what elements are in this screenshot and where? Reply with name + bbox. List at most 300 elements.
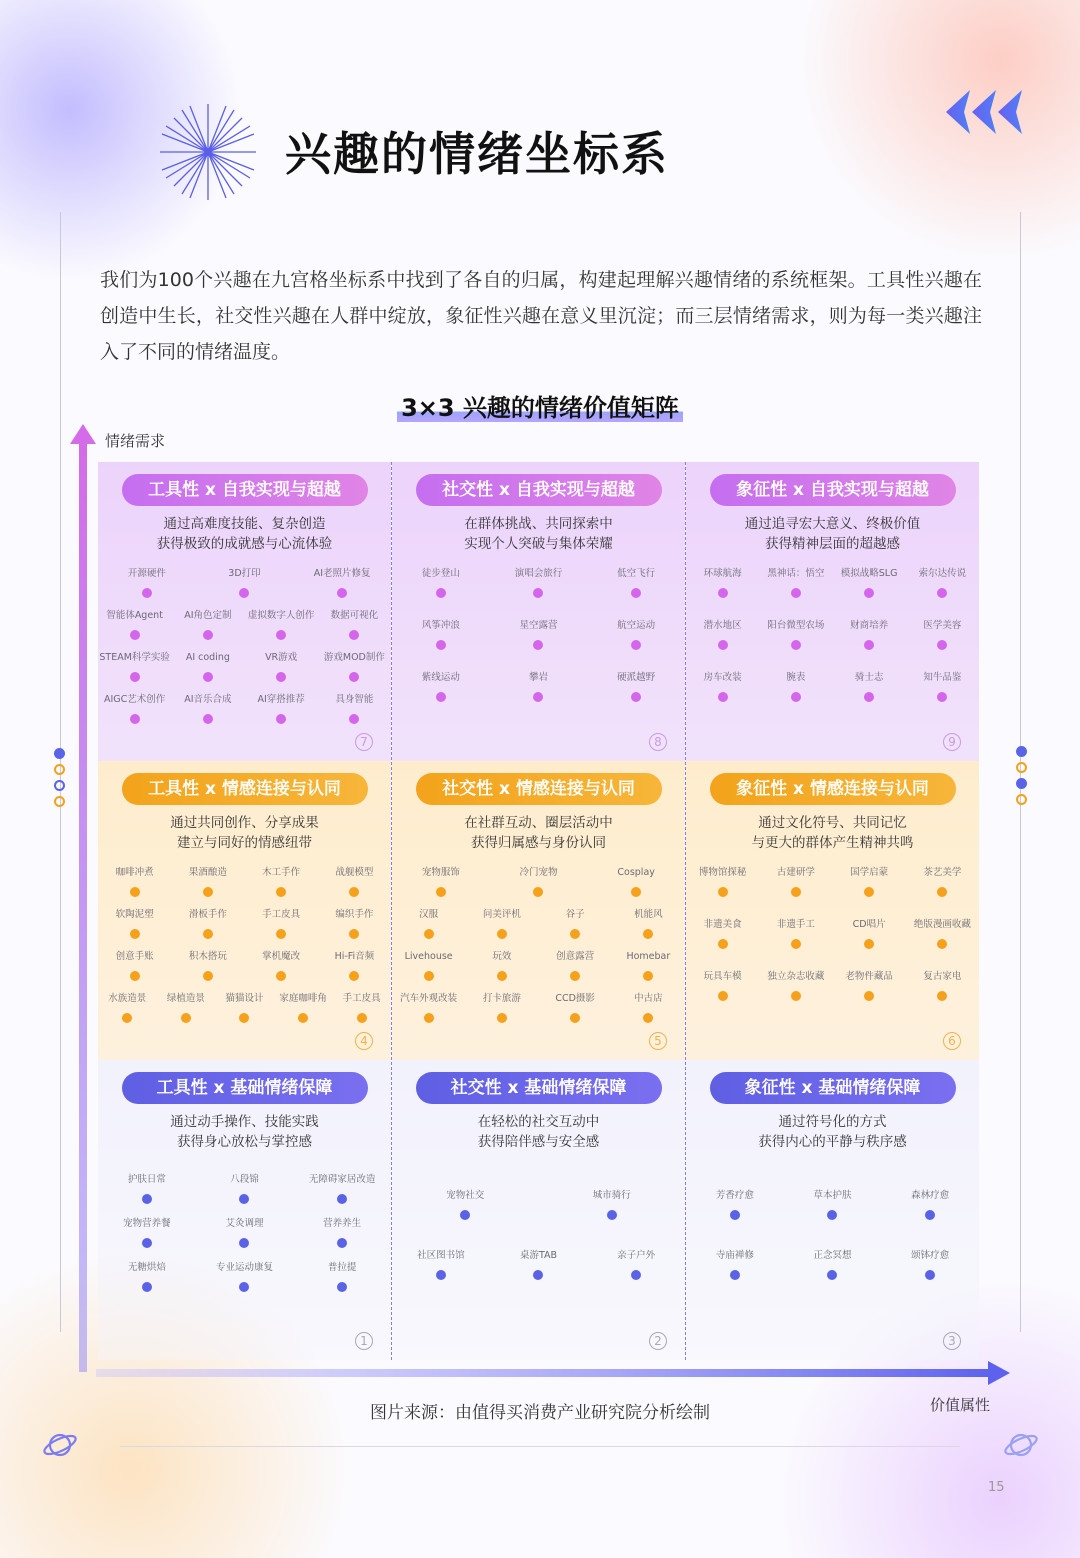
interest-label: 星空露营 (519, 620, 558, 631)
interest-dot (424, 971, 434, 981)
interest-label: 绿植造景 (166, 993, 205, 1004)
interest-row (392, 907, 685, 945)
interest-label: 艾灸调理 (225, 1218, 264, 1229)
cell-description-line: 获得极致的成就感与心流体验 (156, 536, 333, 552)
interest-item (171, 865, 244, 903)
interest-item (208, 1172, 281, 1210)
interest-row (686, 1188, 979, 1226)
interest-label: 营养养生 (323, 1218, 362, 1229)
interest-dot (424, 929, 434, 939)
interest-dot (130, 971, 140, 981)
interest-dot (130, 630, 140, 640)
interest-item (833, 566, 906, 604)
interest-item (600, 865, 673, 903)
interest-label: 城市骑行 (592, 1190, 631, 1201)
interest-dot (533, 887, 543, 897)
interest-row (98, 692, 391, 730)
interest-label: 打卡旅游 (482, 993, 521, 1004)
interest-row (686, 865, 979, 903)
interest-item (404, 618, 477, 656)
interest-item (171, 650, 244, 688)
interest-item (686, 865, 759, 903)
right-dots-decoration (1016, 746, 1028, 810)
interest-item (318, 608, 391, 646)
interest-list (392, 865, 685, 1033)
image-source-caption: 图片来源：由值得买消费产业研究院分析绘制 (370, 1403, 710, 1423)
interest-label: 索尔达传说 (918, 568, 967, 579)
cell-title-pill: 社交性 x 基础情绪保障 (416, 1072, 662, 1104)
interest-label: 骑士志 (854, 672, 884, 683)
x-axis-label: 价值属性 (930, 1396, 991, 1414)
interest-dot (631, 1270, 641, 1280)
cell-description (98, 813, 391, 853)
interest-dot (276, 929, 286, 939)
interest-label: 普拉提 (327, 1262, 357, 1273)
cell-description-line: 与更大的群体产生精神共鸣 (751, 835, 914, 851)
interest-dot (937, 640, 947, 650)
cell-description-line: 获得精神层面的超越感 (765, 536, 900, 552)
cell-social-basic-security (392, 1060, 685, 1360)
cell-description (392, 813, 685, 853)
interest-item (796, 1188, 869, 1226)
interest-label: 国学启蒙 (850, 867, 889, 878)
interest-dot (718, 887, 728, 897)
interest-label: 猫猫设计 (225, 993, 264, 1004)
interest-item (171, 608, 244, 646)
cell-title-pill: 社交性 x 情感连接与认同 (416, 773, 662, 805)
interest-item (759, 969, 832, 1007)
interest-label: 腕表 (786, 672, 806, 683)
interest-dot (791, 588, 801, 598)
interest-row (98, 907, 391, 945)
interest-dot (130, 887, 140, 897)
interest-item (208, 566, 281, 604)
interest-item (686, 566, 759, 604)
interest-item (575, 1188, 648, 1226)
interest-item (686, 917, 759, 955)
interest-label: 软陶泥塑 (115, 909, 154, 920)
interest-item (98, 907, 171, 945)
cell-number-badge: 8 (649, 733, 667, 751)
interest-label: 草本护肤 (813, 1190, 852, 1201)
interest-item (208, 1260, 281, 1298)
interest-label: 掌机魔改 (262, 951, 301, 962)
interest-label: 低空飞行 (617, 568, 656, 579)
interest-label: 黑神话：悟空 (767, 568, 825, 579)
interest-label: 模拟战略SLG (840, 568, 898, 579)
interest-item (600, 618, 673, 656)
interest-label: 冷门宠物 (519, 867, 558, 878)
cell-title-pill: 象征性 x 基础情绪保障 (710, 1072, 956, 1104)
interest-dot (276, 672, 286, 682)
interest-dot (349, 672, 359, 682)
interest-dot (142, 1238, 152, 1248)
interest-label: 机能风 (634, 909, 663, 920)
interest-label: 玩效 (492, 951, 512, 962)
interest-dot (203, 887, 213, 897)
interest-dot (791, 640, 801, 650)
interest-dot (349, 887, 359, 897)
cell-description-line: 实现个人突破与集体荣耀 (464, 536, 613, 552)
interest-dot (718, 991, 728, 1001)
column-divider (685, 462, 686, 1360)
interest-item (98, 949, 171, 987)
interest-label: 3D打印 (228, 568, 261, 579)
interest-item (600, 1248, 673, 1286)
interest-item (833, 969, 906, 1007)
interest-item (98, 608, 171, 646)
interest-item (110, 1216, 183, 1254)
interest-item (465, 991, 538, 1029)
interest-item (612, 907, 685, 945)
interest-item (98, 692, 171, 730)
interest-row (98, 566, 391, 604)
interest-item (110, 1172, 183, 1210)
cell-title-pill: 工具性 x 自我实现与超越 (122, 474, 368, 506)
interest-item (306, 1172, 379, 1210)
interest-item (274, 991, 333, 1029)
interest-item (539, 949, 612, 987)
interest-item (306, 1216, 379, 1254)
interest-dot (925, 1210, 935, 1220)
interest-label: 果酒酿造 (188, 867, 227, 878)
interest-label: Livehouse (404, 951, 453, 962)
planet-icon-right (1003, 1430, 1039, 1460)
interest-label: 医学美容 (923, 620, 962, 631)
interest-label: 具身智能 (335, 694, 374, 705)
interest-label: 宠物服饰 (421, 867, 460, 878)
interest-dot (203, 714, 213, 724)
interest-dot (436, 692, 446, 702)
interest-dot (643, 929, 653, 939)
interest-label: STEAM科学实验 (99, 652, 170, 663)
interest-label: 汉服 (419, 909, 439, 920)
interest-dot (631, 887, 641, 897)
interest-item (171, 692, 244, 730)
interest-dot (497, 929, 507, 939)
interest-label: 积木搭玩 (188, 951, 227, 962)
cell-description-line: 通过动手操作、技能实践 (170, 1114, 319, 1130)
interest-item (110, 566, 183, 604)
interest-dot (937, 588, 947, 598)
cell-description-line: 获得陪伴感与安全感 (477, 1134, 600, 1150)
cell-number-badge: 2 (649, 1332, 667, 1350)
interest-label: 亲子户外 (617, 1250, 656, 1261)
cell-description-line: 通过文化符号、共同记忆 (758, 815, 907, 831)
interest-dot (130, 672, 140, 682)
interest-item (404, 865, 477, 903)
interest-label: Homebar (626, 951, 671, 962)
interest-dot (276, 630, 286, 640)
interest-item (318, 949, 391, 987)
interest-item (215, 991, 274, 1029)
interest-dot (864, 939, 874, 949)
interest-item (306, 566, 379, 604)
interest-dot (533, 1270, 543, 1280)
interest-dot (791, 887, 801, 897)
interest-label: 玩具车模 (703, 971, 742, 982)
interest-dot (130, 714, 140, 724)
interest-label: 知牛品鉴 (923, 672, 962, 683)
cell-description-line: 通过共同创作、分享成果 (170, 815, 319, 831)
interest-row (98, 650, 391, 688)
interest-item (759, 670, 832, 708)
interest-item (245, 608, 318, 646)
interest-label: 手工皮具 (342, 993, 381, 1004)
interest-dot (337, 588, 347, 598)
interest-label: 咖啡冲煮 (115, 867, 154, 878)
interest-item (906, 865, 979, 903)
interest-label: 攀岩 (528, 672, 548, 683)
interest-label: 无障碍家居改造 (308, 1174, 376, 1185)
interest-item (404, 670, 477, 708)
interest-dot (925, 1270, 935, 1280)
column-divider (391, 462, 392, 1360)
interest-item (465, 949, 538, 987)
interest-dot (436, 887, 446, 897)
interest-label: 开源硬件 (127, 568, 166, 579)
cell-description-line: 通过追寻宏大意义、终极价值 (744, 516, 921, 532)
interest-label: 森林疗愈 (911, 1190, 950, 1201)
cell-number-badge: 5 (649, 1032, 667, 1050)
interest-dot (298, 1013, 308, 1023)
interest-label: 数据可视化 (330, 610, 379, 621)
matrix-title-wrap (0, 388, 1080, 423)
cell-title-pill: 象征性 x 情感连接与认同 (710, 773, 956, 805)
interest-label: 专业运动康复 (215, 1262, 273, 1273)
interest-dot (349, 630, 359, 640)
interest-label: 宠物营养餐 (123, 1218, 171, 1229)
interest-dot (937, 887, 947, 897)
interest-item (686, 670, 759, 708)
interest-item (208, 1216, 281, 1254)
matrix-title: 3×3 兴趣的情绪价值矩阵 (397, 394, 683, 422)
interest-item (833, 618, 906, 656)
interest-item (110, 1260, 183, 1298)
interest-label: AI音乐合成 (184, 694, 232, 705)
interest-item (759, 618, 832, 656)
interest-dot (239, 588, 249, 598)
interest-label: AI穿搭推荐 (257, 694, 305, 705)
interest-item (392, 907, 465, 945)
interest-row (686, 670, 979, 708)
interest-label: 阳台微型农场 (767, 620, 825, 631)
interest-item (539, 991, 612, 1029)
interest-item (502, 566, 575, 604)
interest-item (906, 618, 979, 656)
cell-title-pill: 社交性 x 自我实现与超越 (416, 474, 662, 506)
cell-description (686, 1112, 979, 1152)
interest-label: AI角色定制 (184, 610, 232, 621)
interest-dot (497, 971, 507, 981)
interest-dot (791, 692, 801, 702)
interest-dot (570, 971, 580, 981)
interest-item (98, 650, 171, 688)
interest-dot (181, 1013, 191, 1023)
cell-description-line: 通过符号化的方式 (778, 1114, 887, 1130)
interest-dot (718, 692, 728, 702)
cell-symbolic-basic-security (686, 1060, 979, 1360)
interest-label: 桌游TAB (519, 1250, 558, 1261)
y-axis-arrow (68, 424, 98, 1374)
interest-label: 谷子 (565, 909, 585, 920)
interest-dot (631, 588, 641, 598)
interest-item (98, 865, 171, 903)
interest-dot (239, 1282, 249, 1292)
interest-label: 家庭咖啡角 (279, 993, 327, 1004)
interest-dot (730, 1210, 740, 1220)
interest-label: 演唱会旅行 (514, 568, 563, 579)
cell-social-self-actualization (392, 462, 685, 761)
interest-item (392, 949, 465, 987)
interest-label: 护肤日常 (127, 1174, 166, 1185)
interest-row (98, 865, 391, 903)
interest-item (318, 692, 391, 730)
interest-item (759, 865, 832, 903)
interest-dot (864, 692, 874, 702)
cell-description-line: 获得身心放松与掌控感 (177, 1134, 312, 1150)
matrix-grid (98, 462, 979, 1360)
interest-item (698, 1188, 771, 1226)
interest-label: 风筝冲浪 (421, 620, 460, 631)
interest-item (539, 907, 612, 945)
interest-row (392, 618, 685, 656)
interest-list (392, 1188, 685, 1308)
interest-label: VR游戏 (265, 652, 298, 663)
cell-description (686, 813, 979, 853)
interest-label: 木工手作 (262, 867, 301, 878)
interest-label: 无糖烘焙 (127, 1262, 166, 1273)
cell-description (98, 1112, 391, 1152)
interest-item (245, 650, 318, 688)
interest-label: 编织手作 (335, 909, 374, 920)
interest-label: 茶艺美学 (923, 867, 962, 878)
interest-label: 古建研学 (776, 867, 815, 878)
interest-label: 绝版漫画收藏 (913, 919, 971, 930)
interest-dot (570, 929, 580, 939)
interest-item (404, 566, 477, 604)
interest-label: 问美评机 (482, 909, 521, 920)
interest-dot (827, 1270, 837, 1280)
interest-dot (730, 1270, 740, 1280)
interest-item (465, 907, 538, 945)
interest-dot (337, 1282, 347, 1292)
interest-label: 虚拟数字人创作 (247, 610, 315, 621)
interest-label: 环球航海 (703, 568, 742, 579)
interest-item (833, 865, 906, 903)
interest-list (392, 566, 685, 722)
cell-tool-self-actualization (98, 462, 391, 761)
interest-dot (937, 939, 947, 949)
interest-dot (239, 1194, 249, 1204)
interest-dot (337, 1194, 347, 1204)
interest-dot (570, 1013, 580, 1023)
interest-dot (424, 1013, 434, 1023)
cell-description-line: 在群体挑战、共同探索中 (464, 516, 613, 532)
cell-social-emotional-connection (392, 761, 685, 1060)
cell-description (98, 514, 391, 554)
interest-dot (130, 929, 140, 939)
interest-dot (203, 630, 213, 640)
cell-tool-basic-security (98, 1060, 391, 1360)
x-axis-arrow (96, 1360, 1010, 1386)
interest-label: 手工皮具 (262, 909, 301, 920)
interest-row (98, 1172, 391, 1210)
interest-dot (643, 971, 653, 981)
cell-description-line: 在轻松的社交互动中 (477, 1114, 600, 1130)
starburst-icon (160, 104, 256, 200)
cell-title-pill: 工具性 x 基础情绪保障 (122, 1072, 368, 1104)
interest-label: 独立杂志收藏 (767, 971, 825, 982)
planet-icon-left (42, 1430, 78, 1460)
interest-dot (533, 640, 543, 650)
interest-list (98, 566, 391, 734)
interest-dot (864, 991, 874, 1001)
interest-item (245, 949, 318, 987)
interest-dot (349, 929, 359, 939)
interest-dot (239, 1013, 249, 1023)
interest-dot (357, 1013, 367, 1023)
interest-row (686, 917, 979, 955)
interest-label: 老物件藏品 (845, 971, 893, 982)
interest-label: AI老照片修复 (313, 568, 371, 579)
interest-item (171, 907, 244, 945)
interest-label: 紫线运动 (421, 672, 460, 683)
interest-label: 博物馆探秘 (698, 867, 747, 878)
interest-item (502, 865, 575, 903)
interest-label: 硬派越野 (617, 672, 656, 683)
interest-dot (436, 1270, 446, 1280)
page-number: 15 (988, 1480, 1005, 1495)
interest-item (612, 991, 685, 1029)
interest-dot (827, 1210, 837, 1220)
interest-label: 滑板手作 (188, 909, 227, 920)
interest-label: 徒步登山 (421, 568, 460, 579)
interest-item (98, 991, 157, 1029)
interest-dot (337, 1238, 347, 1248)
interest-label: 汽车外观改装 (400, 993, 458, 1004)
interest-item (833, 670, 906, 708)
interest-row (98, 991, 391, 1029)
interest-label: Cosplay (617, 867, 655, 878)
interest-item (894, 1188, 967, 1226)
cell-number-badge: 3 (943, 1332, 961, 1350)
interest-label: 八段锦 (230, 1174, 259, 1185)
interest-row (98, 1260, 391, 1298)
interest-dot (791, 939, 801, 949)
interest-dot (203, 971, 213, 981)
interest-label: 房车改装 (703, 672, 742, 683)
interest-dot (436, 640, 446, 650)
interest-dot (239, 1238, 249, 1248)
interest-item (318, 865, 391, 903)
interest-dot (436, 588, 446, 598)
interest-dot (142, 1194, 152, 1204)
interest-row (392, 949, 685, 987)
interest-dot (718, 640, 728, 650)
interest-item (171, 949, 244, 987)
cell-number-badge: 6 (943, 1032, 961, 1050)
cell-description (392, 1112, 685, 1152)
cell-number-badge: 1 (355, 1332, 373, 1350)
interest-item (245, 907, 318, 945)
interest-label: 创意手账 (115, 951, 154, 962)
interest-dot (631, 640, 641, 650)
interest-dot (718, 588, 728, 598)
interest-dot (864, 640, 874, 650)
intro-paragraph: 我们为100个兴趣在九宫格坐标系中找到了各自的归属，构建起理解兴趣情绪的系统框架。工具性兴趣在创造中生长，社交性兴趣在人群中绽放，象征性兴趣在意义里沉淀；而三层情绪需求，则为每一类兴趣注入了不同的情绪温度。 (100, 269, 982, 363)
interest-label: 智能体Agent (106, 610, 163, 621)
